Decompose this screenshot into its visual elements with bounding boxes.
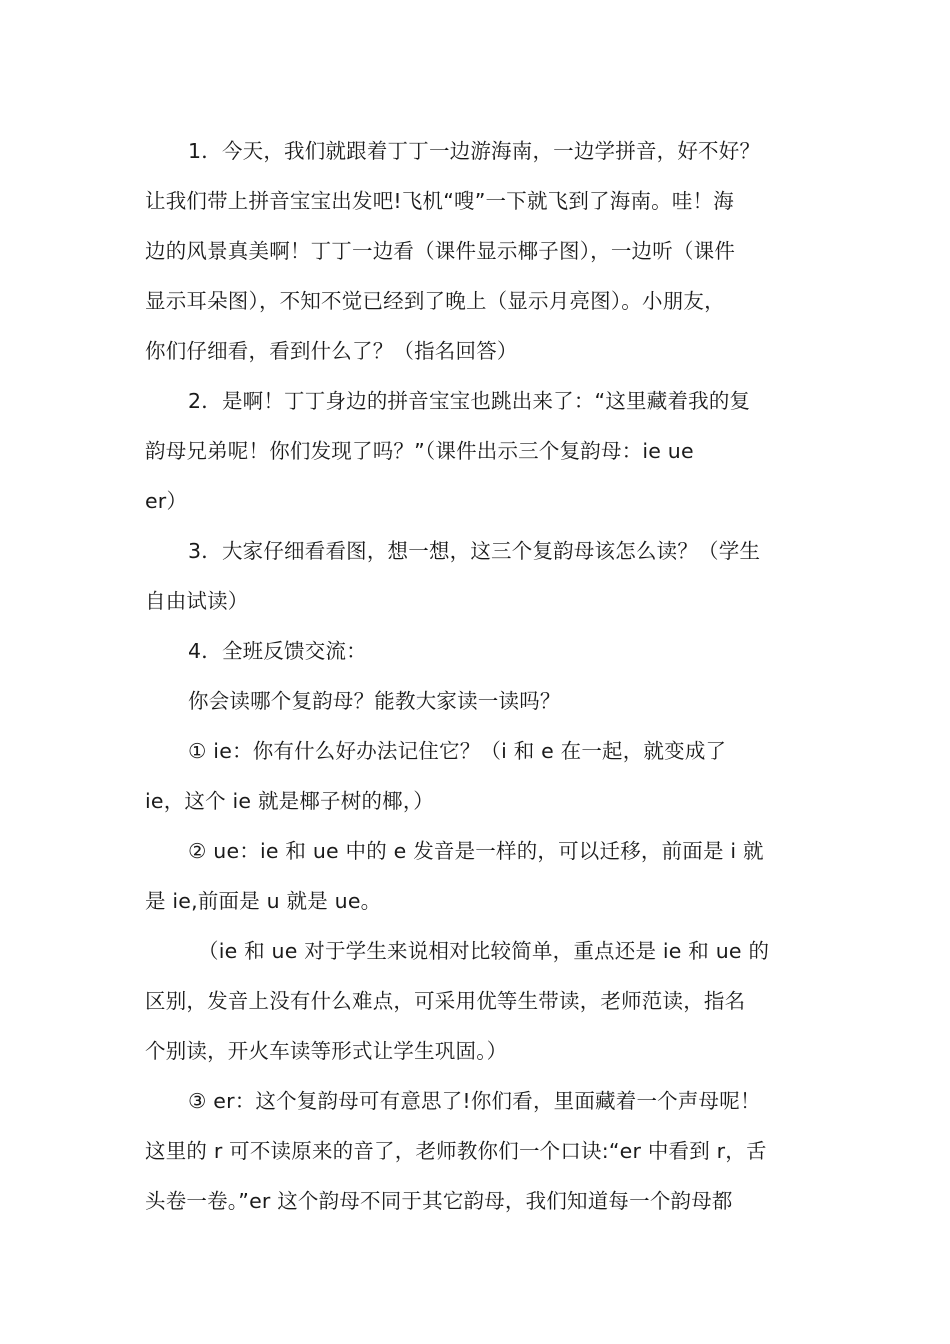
text-line: 显示耳朵图），不知不觉已经到了晚上（显示月亮图）。小朋友， bbox=[145, 289, 725, 313]
text-line: ② ue：ie 和 ue 中的 e 发音是一样的，可以迁移，前面是 i 就 bbox=[188, 839, 764, 863]
text-line: 头卷一卷。”er 这个韵母不同于其它韵母，我们知道每一个韵母都 bbox=[145, 1189, 733, 1213]
text-line: er） bbox=[145, 489, 188, 513]
paragraph-9 bbox=[145, 1076, 810, 1226]
text-line: 边的风景真美啊！丁丁一边看（课件显示椰子图），一边听（课件 bbox=[145, 239, 736, 263]
document-body bbox=[145, 126, 810, 1226]
text-line: 个别读，开火车读等形式让学生巩固。） bbox=[145, 1039, 508, 1063]
paragraph-2 bbox=[145, 376, 810, 526]
text-line: 你们仔细看，看到什么了？（指名回答） bbox=[145, 339, 518, 363]
text-line: 韵母兄弟呢！你们发现了吗？”（课件出示三个复韵母：ie ue bbox=[145, 439, 694, 463]
text-line: 让我们带上拼音宝宝出发吧!飞机“嗖”一下就飞到了海南。哇！海 bbox=[145, 189, 734, 213]
paragraph-6 bbox=[145, 726, 810, 826]
paragraph-4 bbox=[145, 626, 810, 676]
text-line: ie，这个 ie 就是椰子树的椰，） bbox=[145, 789, 434, 813]
text-line: ① ie：你有什么好办法记住它？（i 和 e 在一起，就变成了 bbox=[188, 739, 727, 763]
paragraph-1 bbox=[145, 126, 810, 376]
paragraph-8 bbox=[145, 926, 810, 1076]
text-line: ③ er：这个复韵母可有意思了!你们看，里面藏着一个声母呢！ bbox=[188, 1089, 761, 1113]
text-line: 自由试读） bbox=[145, 589, 249, 613]
text-line: 3．大家仔细看看图，想一想，这三个复韵母该怎么读？（学生 bbox=[188, 539, 761, 563]
paragraph-5 bbox=[145, 676, 810, 726]
paragraph-3 bbox=[145, 526, 810, 626]
text-line: 是 ie,前面是 u 就是 ue。 bbox=[145, 889, 382, 913]
text-line: 你会读哪个复韵母？能教大家读一读吗？ bbox=[188, 689, 561, 713]
text-line: 1．今天，我们就跟着丁丁一边游海南，一边学拼音，好不好？ bbox=[188, 139, 761, 163]
text-line: 4．全班反馈交流： bbox=[188, 639, 367, 663]
paragraph-7 bbox=[145, 826, 810, 926]
text-line: 这里的 r 可不读原来的音了，老师教你们一个口诀:“er 中看到 r，舌 bbox=[145, 1139, 767, 1163]
text-line: （ie 和 ue 对于学生来说相对比较简单，重点还是 ie 和 ue 的 bbox=[198, 939, 770, 963]
text-line: 2．是啊！丁丁身边的拼音宝宝也跳出来了：“这里藏着我的复 bbox=[188, 389, 751, 413]
text-line: 区别，发音上没有什么难点，可采用优等生带读，老师范读，指名 bbox=[145, 989, 746, 1013]
